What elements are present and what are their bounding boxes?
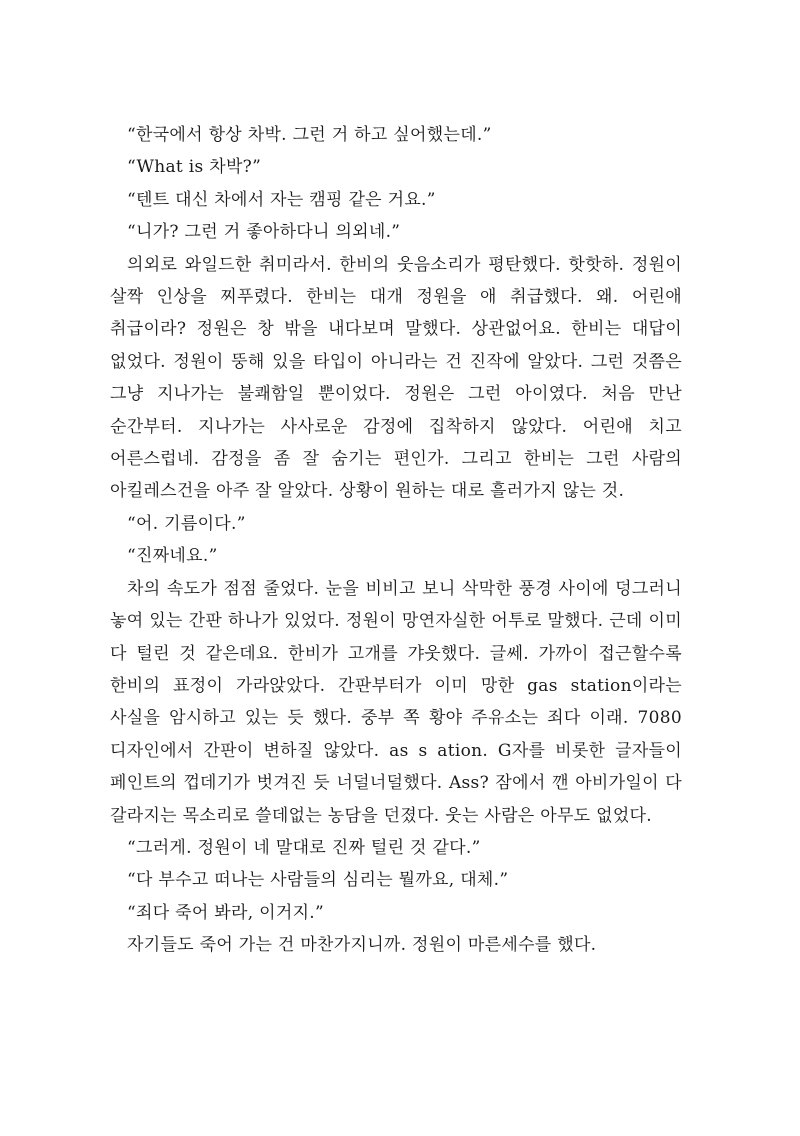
dialogue-line: “니가? 그런 거 좋아하다니 의외네.”	[127, 222, 401, 243]
narrative-paragraph: 의외로 와일드한 취미라서. 한비의 웃음소리가 평탄했다. 핫핫하. 정원이 살짝 인상을 찌푸렸다. 한비는 대개 정원을 애 취급했다. 왜. 어린애 취급이라? 정원은 창 밖을 내다보며 말했다. 상관없어요. 한비는 대답이 없었다. 정원이 뚱해 있을 타입이 아니라는 건 진작에 알았다. 그런 것쯤은 그냥 지나가는 불쾌함일 뿐이었다. 정원은 그런 아이였다. 처음 만난 순간부터. 지나가는 사사로운 감정에 집착하지 않았다. 어린애 치고 어른스럽네. 감정을 좀 잘 숨기는 편인가. 그리고 한비는 그런 사람의 아킬레스건을 아주 잘 알았다. 상황이 원하는 대로 흘러가지 않는 것.	[110, 254, 682, 502]
dialogue-line: “진짜네요.”	[127, 546, 218, 567]
dialogue-line: “한국에서 항상 차박. 그런 거 하고 싶어했는데.”	[127, 125, 492, 145]
dialogue-line: “다 부수고 떠나는 사람들의 심리는 뭘까요, 대체.”	[127, 870, 509, 891]
dialogue-line: “What is 차박?”	[127, 157, 262, 178]
narrative-paragraph: 자기들도 죽어 가는 건 마찬가지니까. 정원이 마른세수를 했다.	[127, 935, 597, 956]
dialogue-line: “그러게. 정원이 네 말대로 진짜 털린 것 같다.”	[127, 837, 481, 858]
dialogue-line: “죄다 죽어 봐라, 이거지.”	[127, 902, 324, 923]
narrative-paragraph: 차의 속도가 점점 줄었다. 눈을 비비고 보니 삭막한 풍경 사이에 덩그러니 놓여 있는 간판 하나가 있었다. 정원이 망연자실한 어투로 말했다. 근데 이미 다 털린 것 같은데요. 한비가 고개를 갸웃했다. 글쎄. 가까이 접근할수록 한비의 표정이 가라앉았다. 간판부터가 이미 망한 gas station이라는 사실을 암시하고 있는 듯 했다. 중부 쪽 황야 주유소는 죄다 이래. 7080 디자인에서 간판이 변하질 않았다. as s ation. G자를 비롯한 글자들이 페인트의 껍데기가 벗겨진 듯 너덜너덜했다. Ass? 잠에서 깬 아비가일이 다 갈라지는 목소리로 쓸데없는 농담을 던졌다. 웃는 사람은 아무도 없었다.	[110, 578, 682, 826]
document-page	[110, 119, 682, 962]
dialogue-line: “어. 기름이다.”	[127, 513, 246, 534]
dialogue-line: “텐트 대신 차에서 자는 캠핑 같은 거요.”	[127, 189, 436, 210]
